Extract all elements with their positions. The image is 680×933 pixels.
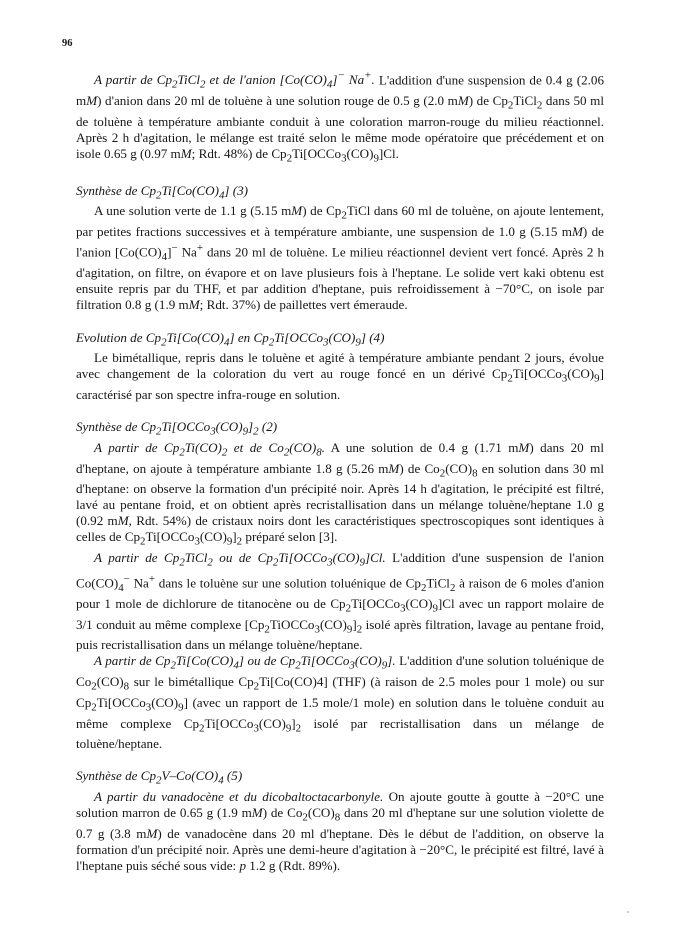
document-body xyxy=(76,68,604,874)
section-heading: Synthèse de $Cp_2Ti[Co(CO)_4]$ (3) xyxy=(76,182,249,202)
section-heading: Synthèse de $Cp_2V-Co(CO)_4$ (5) xyxy=(76,768,243,787)
body-paragraph: A partir de $Cp_2Ti[Co(CO)_4]$ ou de $Cp_2Ti[OCCo_3(CO)_9]$. L'addition d'une solution toluénique de $Co_2(CO)_8$ sur le bimétallique $Cp_2Ti[Co(CO)4]$ (THF) (à raison de 2.5 moles pour 1 mole) ou sur $Cp_2Ti[OCCo_3(CO)_9]$ (avec un rapport de 1.5 mole/1 mole) en solution dans le toluène conduit au même complexe $Cp_2Ti[OCCo_3(CO)_9]_2$ isolé par recristallisation dans un mélange de toluène/heptane. xyxy=(76,653,605,752)
body-paragraph: A partir du vanadocène et du dicobaltoctacarbonyle. On ajoute goutte à goutte à −20°C une solution marron de 0.65 g (1.9 mM) de $Co_2(CO)_8$ dans 20 ml d'heptane sur une solution violette de 0.7 g (3.8 mM) de vanadocène dans 20 ml d'heptane. Dès le début de l'addition, on observe la formation d'un précipité noir. Après une demi-heure d'agitation à −20°C, le précipité est filtré, lavé à l'heptane puis séché sous vide: p 1.2 g (Rdt. 89%). xyxy=(76,789,605,874)
page-number: 96 xyxy=(62,38,73,49)
scan-speck xyxy=(627,911,629,913)
body-paragraph: Le bimétallique, repris dans le toluène et agité à température ambiante pendant 2 jours, évolue avec changement de la coloration du vert au rouge foncé en un dérivé $Cp_2Ti[OCCo_3(CO)_9]$ caractérisé par son spectre infra-rouge en solution. xyxy=(76,350,604,402)
body-paragraph: A partir de $Cp_2TiCl_2$ et de l'anion $[Co(CO)_4]^-$ Na+. L'addition d'une suspension de 0.4 g (2.06 mM) d'anion dans 20 ml de toluène à une solution rouge de 0.5 g (2.0 mM) de $Cp_2TiCl_2$ dans 50 ml de toluène à température ambiante conduit à une coloration marron-rouge du milieu réactionnel. Après 2 h d'agitation, le mélange est traité selon le même mode opératoire que précédement et on isole 0.65 g (0.97 mM; Rdt. 48%) de $Cp_2Ti[OCCo_3(CO)_9]Cl$. xyxy=(76,70,605,165)
body-paragraph: A une solution verte de 1.1 g (5.15 mM) de $Cp_2TiCl$ dans 60 ml de toluène, on ajoute lentement, par petites fractions successives et à température ambiante, une suspension de 1.0 g (5.15 mM) de l'anion $[Co(CO)_4]^-$ Na+ dans 20 ml de toluène. Le milieu réactionnel devient vert foncé. Après 2 h d'agitation, on filtre, on évapore et on lave plusieurs fois à l'heptane. Le solide vert kaki obtenu est ensuite repris par du THF, et par addition d'heptane, puis refroidissement à −70°C, on isole par filtration 0.8 g (1.9 mM; Rdt. 37%) de paillettes vert émeraude. xyxy=(76,203,604,313)
section-heading: Synthèse de $Cp_2Ti[OCCo_3(CO)_9]_2$ (2) xyxy=(76,419,278,438)
body-paragraph: A partir de $Cp_2TiCl_2$ ou de $Cp_2Ti[OCCo_3(CO)_9]Cl$. L'addition d'une suspension de l'anion $Co(CO)_4^-$ Na+ dans le toluène sur une solution toluénique de $Cp_2TiCl_2$ à raison de 6 moles d'anion pour 1 mole de dichlorure de titanocène ou de $Cp_2Ti[OCCo_3(CO)_9]Cl$ avec un rapport molaire de 3/1 conduit au même complexe $[Cp_2TiOCCo_3(CO)_9]_2$ isolé après filtration, lavage au pentane froid, puis recristallisation dans un mélange toluène/heptane. xyxy=(76,550,605,653)
section-heading: Evolution de $Cp_2Ti[Co(CO)_4]$ en $Cp_2Ti[OCCo_3(CO)_9]$ (4) xyxy=(76,329,385,349)
body-paragraph: A partir de $Cp_2Ti(CO)_2$ et de $Co_2(CO)_8$. A une solution de 0.4 g (1.71 mM) dans 20 ml d'heptane, on ajoute à température ambiante 1.8 g (5.26 mM) de $Co_2(CO)_8$ en solution dans 30 ml d'heptane: on observe la formation d'un précipité noir. Après 14 h d'agitation, le précipité est filtré, lavé au pentane froid, et on obtient après recristallisation dans un mélange toluène/heptane 1.0 g (0.92 mM, Rdt. 54%) de cristaux noirs dont les caractéristiques spectroscopiques sont identiques à celles de $Cp_2Ti[OCCo_3(CO)_9]_2$ préparé selon [3]. xyxy=(76,439,605,549)
